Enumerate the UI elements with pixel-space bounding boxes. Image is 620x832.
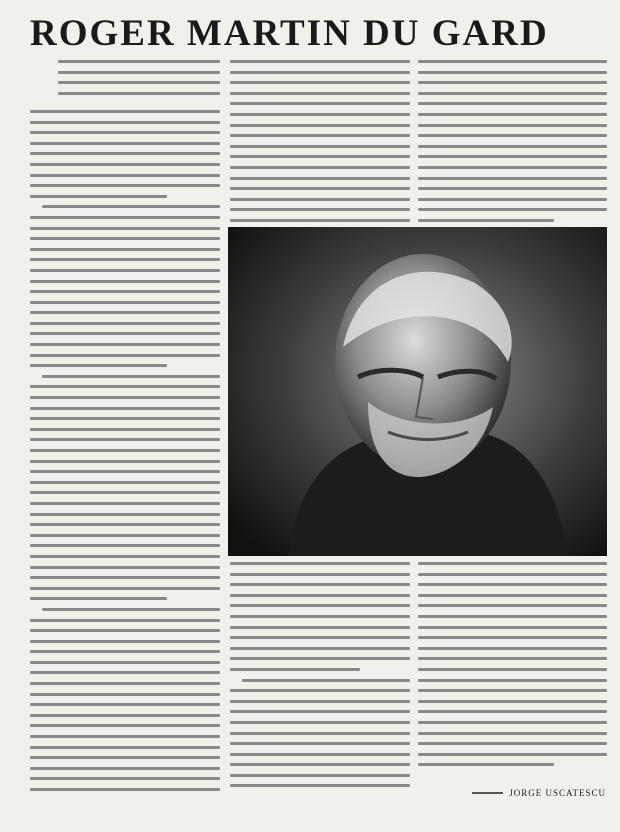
column-right-bottom: [418, 562, 607, 778]
text-line: [30, 491, 220, 494]
text-line: [30, 714, 220, 717]
text-line: [30, 523, 220, 526]
text-line: [230, 763, 410, 766]
author-credit: [472, 786, 606, 800]
text-line: [418, 689, 607, 692]
text-line: [230, 102, 410, 105]
text-line: [30, 227, 220, 230]
text-line: [418, 732, 607, 735]
text-line: [230, 113, 410, 116]
credit-rule: [472, 792, 503, 794]
text-line: [30, 195, 167, 198]
text-line: [30, 385, 220, 388]
text-line: [418, 208, 607, 211]
text-line: [30, 671, 220, 674]
text-line: [30, 460, 220, 463]
text-line: [30, 354, 220, 357]
text-line: [230, 721, 410, 724]
text-line: [30, 290, 220, 293]
text-line: [30, 693, 220, 696]
text-line: [30, 322, 220, 325]
text-line: [230, 562, 410, 565]
text-line: [58, 92, 220, 95]
text-line: [30, 396, 220, 399]
text-line: [30, 269, 220, 272]
text-line: [230, 732, 410, 735]
text-line: [418, 71, 607, 74]
text-line: [230, 647, 410, 650]
text-line: [418, 753, 607, 756]
text-line: [418, 177, 607, 180]
text-line: [230, 753, 410, 756]
text-line: [418, 763, 554, 766]
text-line: [30, 332, 220, 335]
text-line: [230, 187, 410, 190]
text-line: [30, 121, 220, 124]
text-line: [418, 134, 607, 137]
text-line: [230, 155, 410, 158]
text-line: [418, 113, 607, 116]
text-line: [30, 513, 220, 516]
column-middle-bottom: [230, 562, 410, 796]
text-line: [30, 619, 220, 622]
text-line: [230, 784, 410, 787]
text-line: [230, 774, 410, 777]
text-line: [30, 174, 220, 177]
text-line: [30, 142, 220, 145]
text-line: [230, 208, 410, 211]
text-line: [418, 573, 607, 576]
text-line: [418, 92, 607, 95]
text-line: [418, 124, 607, 127]
column-left-top: [58, 60, 220, 110]
text-line: [230, 689, 410, 692]
text-line: [30, 777, 220, 780]
column-right-top: [418, 60, 607, 224]
text-line: [30, 767, 220, 770]
text-line: [30, 597, 167, 600]
text-line: [418, 583, 607, 586]
text-line: [30, 184, 220, 187]
text-line: [30, 311, 220, 314]
text-line: [30, 576, 220, 579]
text-line: [30, 555, 220, 558]
text-line: [230, 145, 410, 148]
text-line: [30, 343, 220, 346]
text-line: [418, 81, 607, 84]
text-line: [58, 71, 220, 74]
text-line: [230, 594, 410, 597]
text-line: [230, 710, 410, 713]
article-title: ROGER MARTIN DU GARD: [30, 13, 549, 54]
text-line: [230, 177, 410, 180]
text-line: [418, 166, 607, 169]
text-line: [30, 301, 220, 304]
text-line: [230, 573, 410, 576]
text-line: [230, 198, 410, 201]
author-portrait-photo: [228, 227, 607, 556]
text-line: [30, 788, 220, 791]
text-line: [418, 60, 607, 63]
text-line: [230, 124, 410, 127]
text-line: [30, 152, 220, 155]
text-line: [30, 566, 220, 569]
text-line: [30, 258, 220, 261]
text-line: [230, 657, 410, 660]
text-line: [418, 102, 607, 105]
text-line: [30, 629, 220, 632]
text-line: [30, 407, 220, 410]
text-line: [418, 594, 607, 597]
text-line: [230, 219, 410, 222]
text-line: [418, 721, 607, 724]
text-line: [230, 92, 410, 95]
text-line: [30, 417, 220, 420]
text-line: [30, 587, 220, 590]
text-line: [30, 110, 220, 113]
text-line: [418, 187, 607, 190]
text-line: [30, 449, 220, 452]
text-line: [30, 502, 220, 505]
text-line: [30, 481, 220, 484]
text-line: [58, 81, 220, 84]
text-line: [230, 166, 410, 169]
text-line: [230, 134, 410, 137]
text-line: [30, 438, 220, 441]
text-line: [230, 60, 410, 63]
text-line: [418, 668, 607, 671]
text-line: [418, 198, 607, 201]
text-line: [418, 604, 607, 607]
text-line: [30, 237, 220, 240]
text-line: [58, 60, 220, 63]
text-line: [30, 756, 220, 759]
column-left: [30, 110, 220, 796]
text-line: [30, 280, 220, 283]
text-line: [230, 742, 410, 745]
text-line: [418, 155, 607, 158]
text-line: [418, 562, 607, 565]
text-line: [230, 583, 410, 586]
text-line: [230, 615, 410, 618]
text-line: [418, 647, 607, 650]
text-line: [42, 608, 220, 611]
text-line: [418, 219, 554, 222]
text-line: [230, 604, 410, 607]
text-line: [30, 131, 220, 134]
text-line: [418, 657, 607, 660]
text-line: [30, 163, 220, 166]
text-line: [30, 470, 220, 473]
text-line: [418, 679, 607, 682]
text-line: [230, 626, 410, 629]
text-line: [418, 626, 607, 629]
text-line: [30, 544, 220, 547]
text-line: [42, 375, 220, 378]
portrait-photo-icon: [228, 227, 607, 556]
text-line: [230, 668, 360, 671]
text-line: [418, 145, 607, 148]
text-line: [30, 216, 220, 219]
text-line: [42, 205, 220, 208]
text-line: [30, 735, 220, 738]
text-line: [30, 248, 220, 251]
column-middle-top: [230, 60, 410, 224]
text-line: [230, 71, 410, 74]
text-line: [30, 534, 220, 537]
text-line: [230, 81, 410, 84]
text-line: [30, 661, 220, 664]
text-line: [242, 679, 410, 682]
text-line: [230, 636, 410, 639]
text-line: [418, 700, 607, 703]
text-line: [230, 700, 410, 703]
text-line: [30, 703, 220, 706]
text-line: [418, 710, 607, 713]
text-line: [418, 636, 607, 639]
text-line: [30, 650, 220, 653]
author-name: JORGE USCATESCU: [509, 788, 606, 798]
text-line: [30, 724, 220, 727]
text-line: [30, 428, 220, 431]
text-line: [418, 742, 607, 745]
text-line: [30, 682, 220, 685]
text-line: [30, 746, 220, 749]
text-line: [30, 640, 220, 643]
text-line: [418, 615, 607, 618]
text-line: [30, 364, 167, 367]
